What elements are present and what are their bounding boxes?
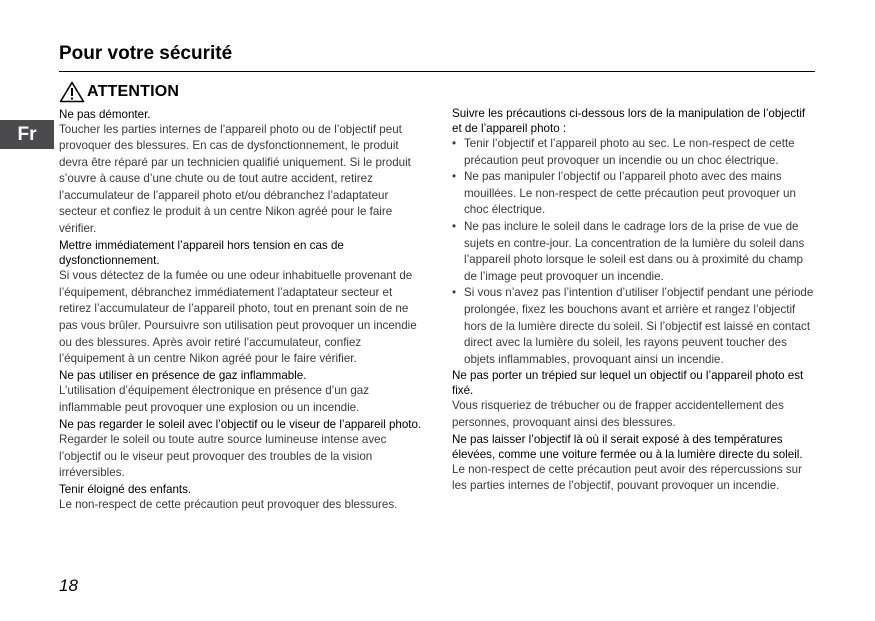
list-item: • Si vous n’avez pas l’intention d’utiliser l’objectif pendant une période prolongée, fixez les bouchons avant et arrière et rangez l’objectif hors de la lumière directe du soleil. Si l’objectif est laissé en contact direct avec la lumière du soleil, les rayons peuvent toucher des objets inflammables, provoquant ainsi un incendie. xyxy=(452,285,815,368)
warning-triangle-icon xyxy=(59,81,85,103)
section-body: Vous risqueriez de trébucher ou de frapper accidentellement des personnes, provoquant ainsi des blessures. xyxy=(452,399,784,429)
section-malfunction xyxy=(59,238,422,368)
section-heading: Mettre immédiatement l’appareil hors tension en cas de dysfonctionnement. xyxy=(59,239,344,268)
section-sun xyxy=(59,417,422,482)
warning-label: ATTENTION xyxy=(87,83,180,100)
section-heading: Ne pas porter un trépied sur lequel un objectif ou l’appareil photo est fixé. xyxy=(452,369,804,398)
page-title: Pour votre sécurité xyxy=(59,43,233,64)
warning-heading xyxy=(59,81,179,103)
language-tab: Fr xyxy=(0,120,54,149)
section-tripod xyxy=(452,368,815,431)
section-body: L’utilisation d’équipement électronique en présence d’un gaz inflammable peut provoquer une explosion ou un incendie. xyxy=(59,384,370,414)
list-item: • Ne pas inclure le soleil dans le cadrage lors de la prise de vue de sujets en contre-jour. La concentration de la lumière du soleil dans l’appareil photo lorsque le soleil est dans ou à proximité du champ de l’image peut provoquer un incendie. xyxy=(452,219,815,285)
handling-heading: Suivre les précautions ci-dessous lors de la manipulation de l’objectif et de l’appareil photo : xyxy=(452,107,806,135)
title-divider xyxy=(59,71,815,72)
section-body: Le non-respect de cette précaution peut provoquer des blessures. xyxy=(59,498,398,512)
handling-bullet-list xyxy=(452,136,815,368)
section-heading: Ne pas démonter. xyxy=(59,107,151,121)
section-heading: Ne pas utiliser en présence de gaz inflammable. xyxy=(59,369,307,383)
section-body: Regarder le soleil ou toute autre source lumineuse intense avec l’objectif ou le viseur peut provoquer des troubles de la vision irréversibles. xyxy=(59,432,387,480)
section-heading: Tenir éloigné des enfants. xyxy=(59,483,192,497)
section-body: Toucher les parties internes de l’appareil photo ou de l’objectif peut provoquer des blessures. En cas de dysfonctionnement, le produit devra être réparé par un technicien qualifié uniquement. Si le produit s’ouvre à cause d’une chute ou de tout autre accident, retirez l’accumulateur de l’appareil photo et/ou débranchez l’adaptateur secteur et confiez le produit à un centre Nikon agréé pour le faire vérifier. xyxy=(59,122,411,236)
section-disassembly xyxy=(59,107,422,238)
section-heading: Ne pas laisser l’objectif là où il serait exposé à des températures élevées, comme une voiture fermée ou à la lumière directe du soleil. xyxy=(452,432,803,461)
list-item: • Ne pas manipuler l’objectif ou l’appareil photo avec des mains mouillées. Le non-respect de cette précaution peut provoquer un choc électrique. xyxy=(452,169,815,219)
left-column xyxy=(59,106,422,514)
list-item: • Tenir l’objectif et l’appareil photo au sec. Le non-respect de cette précaution peut provoquer un incendie ou un choc électrique. xyxy=(452,136,815,169)
right-column xyxy=(452,106,815,495)
section-heat xyxy=(452,432,815,495)
page-number: 18 xyxy=(59,576,78,595)
section-children xyxy=(59,482,422,514)
section-flammable-gas xyxy=(59,368,422,416)
section-body: Si vous détectez de la fumée ou une odeur inhabituelle provenant de l’équipement, débranchez immédiatement l’adaptateur secteur et retirez l’accumulateur de l’appareil photo, tout en prenant soin de ne pas vous brûler. Poursuivre son utilisation peut provoquer un incendie ou des blessures. Après avoir retiré l’accumulateur, confiez l’équipement à un centre Nikon agréé pour le faire vérifier. xyxy=(59,269,417,366)
section-body: Le non-respect de cette précaution peut avoir des répercussions sur les parties internes de l’objectif, pouvant provoquer un incendie. xyxy=(452,462,802,493)
section-heading: Ne pas regarder le soleil avec l’objectif ou le viseur de l’appareil photo. xyxy=(59,417,422,431)
